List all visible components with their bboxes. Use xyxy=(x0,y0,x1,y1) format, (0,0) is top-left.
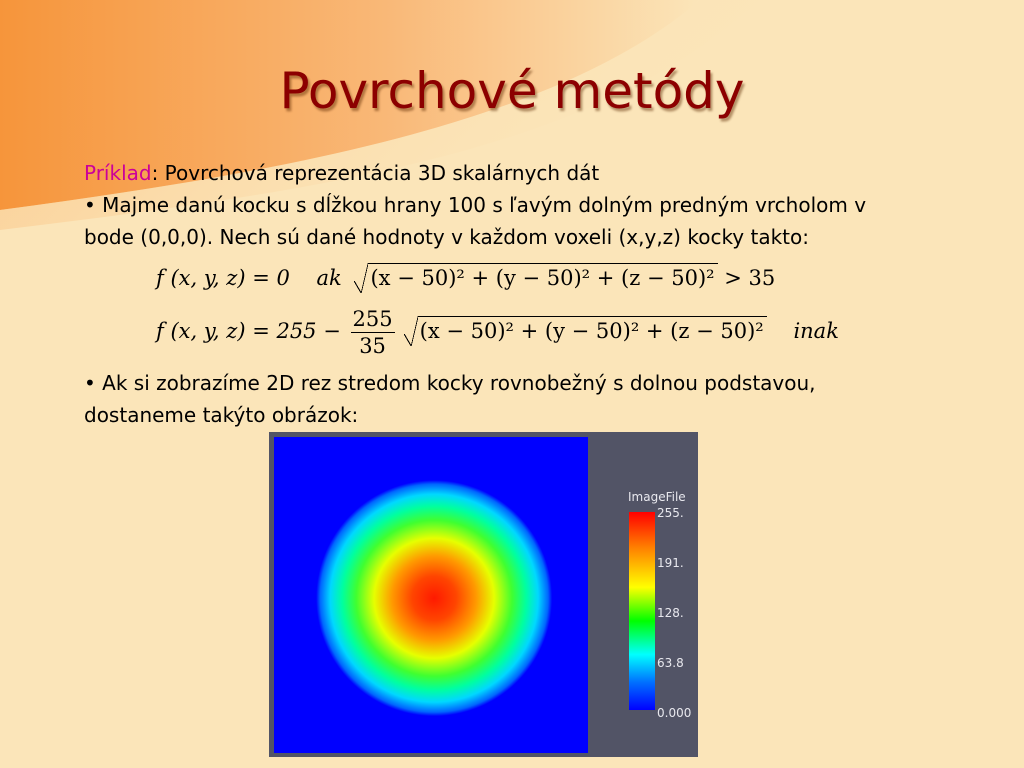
scalar-slice-image xyxy=(274,437,588,753)
formula-2-lhs: f (x, y, z) = 255 − xyxy=(156,319,341,343)
bullet-2-line-2: dostaneme takýto obrázok: xyxy=(84,403,359,427)
formula-2-condition: inak xyxy=(793,319,839,343)
colorbar-tick-min: 0.000 xyxy=(657,706,692,720)
bullet-1-line-2: bode (0,0,0). Nech sú dané hodnoty v každom voxeli (x,y,z) kocky takto: xyxy=(84,225,809,249)
formula-2 xyxy=(156,306,839,359)
slice-figure xyxy=(269,432,698,757)
bullet-1-symbol: • xyxy=(84,193,96,217)
slide-title: Povrchové metódy xyxy=(279,62,745,120)
colorbar-tick-63: 63.8 xyxy=(657,656,684,670)
bullet-1 xyxy=(84,189,984,253)
bullet-2-symbol: • xyxy=(84,371,96,395)
formula-1-lhs: f (x, y, z) = 0 xyxy=(156,266,290,290)
bullet-1-line-1: Majme danú kocku s dĺžkou hrany 100 s ľavým dolným predným vrcholom v xyxy=(102,193,867,217)
formula-1-condition: ak xyxy=(316,266,342,290)
formula-2-sqrt xyxy=(418,316,767,345)
example-text: : Povrchová reprezentácia 3D skalárnych dát xyxy=(151,161,600,185)
example-line xyxy=(84,157,984,189)
formula-2-radicand: (x − 50)² + (y − 50)² + (z − 50)² xyxy=(419,319,764,343)
formula-1 xyxy=(156,263,775,292)
formula-1-sqrt xyxy=(368,263,717,292)
colorbar-tick-128: 128. xyxy=(657,606,684,620)
formula-2-denominator: 35 xyxy=(359,334,386,358)
bullet-2 xyxy=(84,367,984,431)
bullet-2-line-1: Ak si zobrazíme 2D rez stredom kocky rovnobežný s dolnou podstavou, xyxy=(102,371,816,395)
formula-2-numerator: 255 xyxy=(352,307,393,331)
colorbar-tick-191: 191. xyxy=(657,556,684,570)
colorbar xyxy=(629,512,655,710)
example-label: Príklad xyxy=(84,161,152,185)
colorbar-tick-max: 255. xyxy=(657,506,684,520)
formula-1-radicand: (x − 50)² + (y − 50)² + (z − 50)² xyxy=(370,266,715,290)
colorbar-title: ImageFile xyxy=(628,490,686,504)
formula-2-fraction xyxy=(351,306,395,359)
formula-1-rhs: > 35 xyxy=(724,266,776,290)
